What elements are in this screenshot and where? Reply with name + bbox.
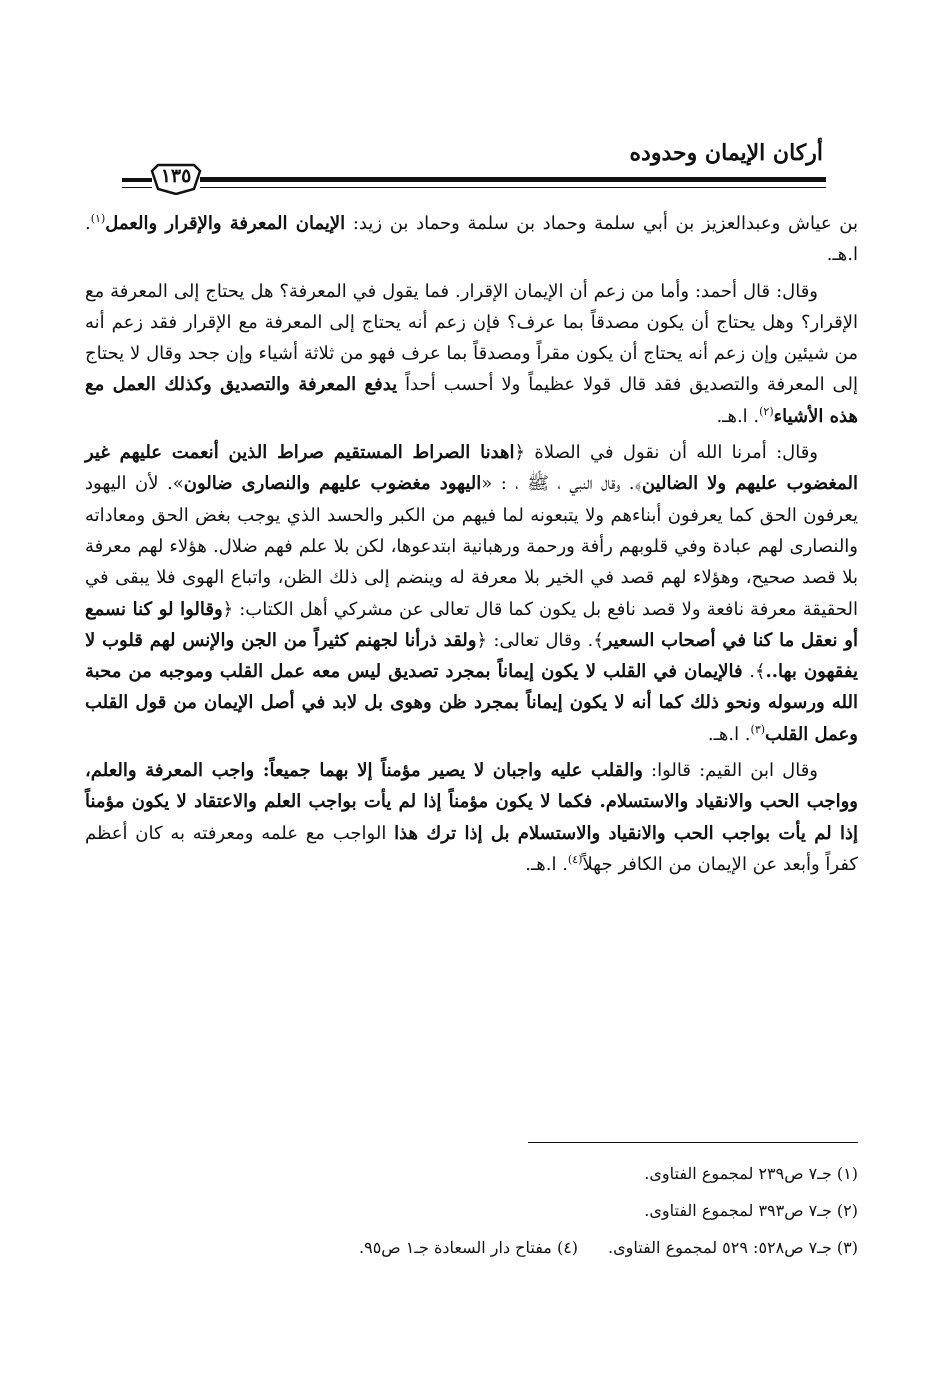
text-run: ﴾. [742, 661, 766, 683]
main-text [85, 208, 858, 885]
paragraph [85, 755, 858, 880]
bold-text: ولقد ذرأنا لجهنم كثيراً من الجن والإنس لهم قلوب لا يفقهون بها.. [85, 629, 858, 683]
paragraph [85, 208, 858, 271]
text-run: . ا.هـ. [707, 723, 751, 745]
header-rule-left-thin [122, 187, 152, 188]
bold-text: يدفع المعرفة والتصديق وكذلك العمل مع هذه الأشياء [85, 374, 858, 427]
footnote-ref: (٤) [567, 852, 583, 866]
header-rule-left-thick [122, 178, 152, 182]
bold-text: فالإيمان في القلب لا يكون إيماناً بمجرد تصديق ليس معه عمل القلب وموجبه من محبة الله ورسوله ونحو ذلك كما أنه لا يكون إيماناً بمجرد ظن وهوى بل لابد في أصل الإيمان من قول القلب وعمل القلب [85, 661, 858, 745]
bold-text: والقلب عليه واجبان لا يصير مؤمناً إلا بهما جميعاً: واجب المعرفة والعلم، وواجب الحب والانقياد والاستسلام. فكما لا يكون مؤمناً إذا لم يأت بواجب العلم والاعتقاد لا يكون مؤمناً إذا لم يأت بواجب الحب والانقياد والاستسلام بل إذا ترك هذا [85, 760, 859, 844]
footnote-1: (١) جـ٧ ص٢٣٩ لمجموع الفتاوى. [644, 1164, 858, 1183]
paragraph [85, 276, 858, 432]
text-run: الواجب مع علمه ومعرفته به كان أعظم كفراً وأبعد عن الإيمان من الكافر جهلاً [85, 822, 858, 875]
header-rule-thick [200, 177, 826, 182]
footnote-3: (٣) جـ٧ ص٥٢٨: ٥٢٩ لمجموع الفتاوى. [608, 1238, 858, 1257]
bold-text: اليهود مغضوب عليهم والنصارى ضالون [183, 473, 482, 495]
text-run: ». لأن اليهود يعرفون الحق كما يعرفون أبناءهم ولا يتبعونه لما فيهم من الكبر والحسد الذي يوجب بغض الحق ومعاداته والنصارى لهم عبادة وفي قلوبهم رأفة ورحمة ورهبانية ابتدعوها، لكن بلا علم فهم ضلال. هؤلاء لهم معرفة بلا قصد صحيح، وهؤلاء لهم قصد في الخير بلا معرفة له وينضم إلى ذلك الظن، واتباع الهوى فلا يبقى في الحقيقة معرفة نافعة ولا قصد نافع بل يكون كما قال تعالى عن مشركي أهل الكتاب: ﴿ [85, 473, 858, 620]
footnotes [200, 1155, 858, 1266]
text-run: وقال ابن القيم: قالوا: [642, 760, 818, 782]
bold-text: اهدنا الصراط المستقيم صراط الذين أنعمت عليهم غير المغضوب عليهم ولا الضالين [85, 442, 858, 495]
text-run: وقال: أمرنا الله أن نقول في الصلاة ﴿ [514, 442, 818, 464]
footnote-3-4-line [200, 1229, 858, 1266]
footnote-ref: (١) [90, 212, 106, 225]
header-rule-thin [200, 187, 826, 188]
footnote-ref: (٢) [759, 404, 774, 418]
bold-text: وقالوا لو كنا نسمع أو نعقل ما كنا في أصحاب السعير [85, 598, 858, 651]
paragraph [85, 437, 858, 750]
text-run: ﴾. وقال تعالى: ﴿ [476, 629, 604, 651]
text-run: . ا.هـ. [525, 853, 568, 875]
text-run: ﴾. وقال النبي ، ﷺ ، : « [481, 473, 642, 495]
text-run: بن عياش وعبدالعزيز بن أبي سلمة وحماد بن سلمة وحماد بن زيد: [345, 213, 858, 234]
page-number: ١٣٥ [160, 165, 192, 187]
running-header-title: أركان الإيمان وحدوده [629, 140, 823, 166]
footnote-ref: (٣) [750, 722, 766, 736]
text-run: وقال: قال أحمد: وأما من زعم أن الإيمان الإقرار. فما يقول في المعرفة؟ هل يحتاج إلى المعرفة مع الإقرار؟ وهل يحتاج أن يكون مصدقاً بما عرف؟ فإن زعم أنه يحتاج إلى المعرفة مع الإقرار فقد زعم أنه من شيئين وإن زعم أنه يحتاج أن يكون مقراً ومصدقاً بما عرف فهو من ثلاثة أشياء وإن جحد وقال لا يحتاج إلى المعرفة والتصديق فقد قال قولا عظيماً ولا أحسب أحداً [85, 280, 859, 396]
text-run: . ا.هـ. [716, 405, 760, 427]
footnote-2: (٢) جـ٧ ص٣٩٣ لمجموع الفتاوى. [644, 1201, 858, 1220]
bold-text: الإيمان المعرفة والإقرار والعمل [105, 213, 346, 234]
footnote-separator [528, 1142, 858, 1143]
text-run: . ا.هـ. [85, 213, 858, 266]
footnote-4: (٤) مفتاح دار السعادة جـ١ ص٩٥. [359, 1238, 579, 1257]
